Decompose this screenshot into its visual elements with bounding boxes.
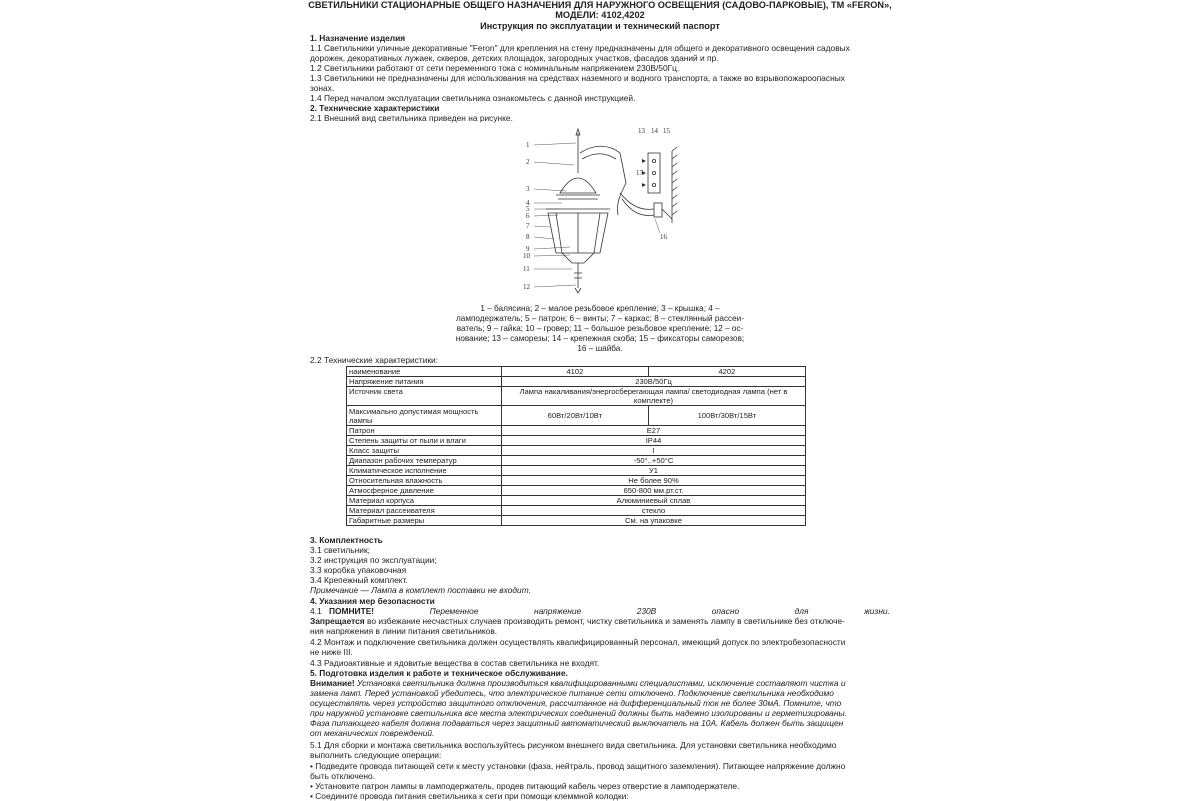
table-header-name: наименование [347, 367, 502, 377]
table-cell-label: Степень защиты от пыли и влаги [347, 436, 502, 446]
para-4-2-cont: не ниже III. [310, 647, 353, 657]
para-1-1-cont: дорожек, декоративных лужаек, скверов, детских площадок, загородных участков, фасадов зданий и пр. [310, 53, 719, 63]
attention-line-4: при наружной установке светильника все места электрических соединений должны быть надежно изолированы и герметизированы. [310, 708, 847, 718]
table-cell-value: Алюминиевый сплав [502, 496, 806, 506]
fig-caption-4: нование; 13 – саморезы; 14 – крепежная скоба; 15 – фиксаторы саморезов; [455, 334, 745, 343]
section-4-title: 4. Указания мер безопасности [310, 596, 435, 606]
lamp-drawing [520, 123, 700, 295]
fig-label-15: 15 [663, 127, 670, 135]
fig-label-1: 1 [526, 141, 530, 149]
table-row [347, 406, 806, 426]
table-row [347, 387, 806, 406]
table-cell-label: Напряжение питания [347, 377, 502, 387]
table-row [347, 496, 806, 506]
table-cell-label: Габаритные размеры [347, 516, 502, 526]
fig-label-14: 14 [651, 127, 658, 135]
para-2-2: 2.2 Технические характеристики: [310, 355, 439, 365]
table-cell-label: Климатическое исполнение [347, 466, 502, 476]
note: Примечание — Лампа в комплект поставки не входит. [310, 585, 531, 595]
para-4-2: 4.2 Монтаж и подключение светильника должен осуществлять квалифицированный персонал, имеющий допуск по электробезопасности [310, 637, 846, 647]
doc-models: МОДЕЛИ: 4102,4202 [555, 10, 645, 20]
fig-label-16: 16 [660, 233, 667, 241]
fig-label-5: 5 [526, 205, 530, 213]
table-cell-value: См. на упаковке [502, 516, 806, 526]
para-1-3: 1.3 Светильники не предназначены для использования на средствах наземного и водного транспорта, а также во взрывопожароопасных [310, 73, 845, 83]
fig-label-9: 9 [526, 245, 530, 253]
table-row [347, 367, 806, 377]
doc-title: СВЕТИЛЬНИКИ СТАЦИОНАРНЫЕ ОБЩЕГО НАЗНАЧЕНИЯ ДЛЯ НАРУЖНОГО ОСВЕЩЕНИЯ (САДОВО-ПАРКОВЫЕ), ТМ «FERON», [308, 0, 892, 10]
table-cell-value: 60Вт/20Вт/10Вт [502, 406, 649, 426]
forbid-para-cont: ния напряжения в линии питания светильников. [310, 626, 498, 636]
bullet-item: • Соедините провода питания светильника к сети при помощи клеммной колодки: [310, 791, 629, 801]
table-cell-value: стекло [502, 506, 806, 516]
table-row [347, 426, 806, 436]
fig-label-11: 11 [523, 265, 530, 273]
table-cell-value: 100Вт/30Вт/15Вт [648, 406, 805, 426]
table-cell-value: Лампа накаливания/энергосберегающая лампа/ светодиодная лампа (нет в комплекте) [502, 387, 806, 406]
table-header-4202: 4202 [648, 367, 805, 377]
table-cell-value: E27 [502, 426, 806, 436]
table-header-4102: 4102 [502, 367, 649, 377]
para-1-2: 1.2 Светильники работают от сети переменного тока с номинальным напряжением 230В/50Гц. [310, 63, 680, 73]
bullet-item: • Подведите провода питающей сети к месту установки (фаза, нейтраль, провод защитного заземления). Питающее напряжение должно [310, 761, 846, 771]
para-4-1: 4.1 ПОМНИТЕ! Переменное напряжение 230В опасно для жизни. [310, 606, 890, 616]
para-1-4: 1.4 Перед началом эксплуатации светильника ознакомьтесь с данной инструкцией. [310, 93, 636, 103]
para-5-1: 5.1 Для сборки и монтажа светильника воспользуйтесь рисунком внешнего вида светильника. Для установки светильника необходимо [310, 740, 837, 750]
table-cell-label: Материал корпуса [347, 496, 502, 506]
fig-label-7: 7 [526, 222, 530, 230]
table-cell-label: Максимально допустимая мощность лампы [347, 406, 502, 426]
table-row [347, 446, 806, 456]
para-4-1-lead: 4.1 ПОМНИТЕ! [310, 606, 375, 616]
list-item: 3.2 инструкция по эксплуатации; [310, 555, 437, 565]
table-cell-label: Патрон [347, 426, 502, 436]
section-5-title: 5. Подготовка изделия к работе и техническое обслуживание. [310, 668, 568, 678]
fig-label-6: 6 [526, 212, 530, 220]
table-row [347, 506, 806, 516]
table-cell-label: Материал рассеивателя [347, 506, 502, 516]
table-cell-label: Относительная влажность [347, 476, 502, 486]
table-row [347, 476, 806, 486]
fig-caption-3: ватель; 9 – гайка; 10 – гровер; 11 – большое резьбовое крепление; 12 – ос- [456, 324, 744, 333]
attention-line-5: Фаза питающего кабеля должна подаваться через защитный автоматический выключатель на 10А. Кабель должен быть защищен [310, 718, 844, 728]
fig-label-10: 10 [523, 252, 530, 260]
table-cell-value: 650-800 мм.рт.ст. [502, 486, 806, 496]
doc-subtitle: Инструкция по эксплуатации и технический паспорт [480, 21, 720, 31]
table-cell-value: 230В/50Гц [502, 377, 806, 387]
fig-label-17: 17 [636, 169, 643, 177]
table-row [347, 436, 806, 446]
table-row [347, 516, 806, 526]
fig-label-13: 13 [638, 127, 645, 135]
table-row [347, 377, 806, 387]
list-item: 3.3 коробка упаковочная [310, 565, 407, 575]
leader-lines [534, 143, 660, 287]
fig-label-2: 2 [526, 158, 530, 166]
list-item: 3.1 светильник; [310, 545, 370, 555]
fig-label-12: 12 [523, 283, 530, 291]
table-row [347, 456, 806, 466]
bullet-item: • Установите патрон лампы в ламподержатель, продев питающий кабель через отверстие в ламподержателе. [310, 781, 740, 791]
table-cell-value: -50°..+50°С [502, 456, 806, 466]
attention-para: Внимание! Установка светильника должна производиться квалифицированными специалистами, исключение составляют чистка и [310, 678, 846, 688]
fig-label-4: 4 [526, 199, 530, 207]
table-cell-value: У1 [502, 466, 806, 476]
list-item: 3.4 Крепежный комплект. [310, 575, 408, 585]
para-2-1: 2.1 Внешний вид светильника приведен на рисунке. [310, 113, 513, 123]
attention-line-2: замена ламп. Перед установкой убедитесь, что электрическое питание сети отключено. Подключение светильника необходимо [310, 688, 834, 698]
fig-caption-5: 16 – шайба. [577, 344, 623, 353]
table-row [347, 486, 806, 496]
spec-table [346, 366, 806, 526]
table-row [347, 466, 806, 476]
section-3-title: 3. Комплектность [310, 535, 383, 545]
forbid-para: Запрещается во избежание несчастных случаев производить ремонт, чистку светильника и заменять лампу в светильнике без отключе- [310, 616, 845, 626]
lamp-body [546, 129, 677, 293]
section-2-title: 2. Технические характеристики [310, 103, 440, 113]
para-5-1-cont: выполнить следующие операции: [310, 750, 442, 760]
table-cell-label: Источник света [347, 387, 502, 406]
fig-label-8: 8 [526, 233, 530, 241]
table-cell-value: Не более 90% [502, 476, 806, 486]
para-1-3-cont: зонах. [310, 83, 335, 93]
table-cell-value: I [502, 446, 806, 456]
table-cell-value: IP44 [502, 436, 806, 446]
attention-line-3: осуществлять через устройство защитного отключения, рассчитанное на дифференциальный ток не более 30мА. Помните, что [310, 698, 842, 708]
fig-label-3: 3 [526, 185, 530, 193]
table-cell-label: Атмосферное давление [347, 486, 502, 496]
table-cell-label: Класс защиты [347, 446, 502, 456]
attention-line-6: от механических повреждений. [310, 728, 435, 738]
section-1-title: 1. Назначение изделия [310, 33, 406, 43]
fig-caption-2: ламподержатель; 5 – патрон; 6 – винты; 7 – каркас; 8 – стеклянный рассеи- [456, 314, 744, 323]
para-4-3: 4.3 Радиоактивные и ядовитые вещества в состав светильника не входят. [310, 658, 600, 668]
bullet-item-cont: быть отключено. [310, 771, 376, 781]
para-1-1: 1.1 Светильники уличные декоративные "Feron" для крепления на стену предназначены для общего и декоративного освещения садовых [310, 43, 850, 53]
table-cell-label: Диапазон рабочих температур [347, 456, 502, 466]
fig-caption-1: 1 – балясина; 2 – малое резьбовое крепление; 3 – крышка; 4 – [480, 304, 720, 313]
